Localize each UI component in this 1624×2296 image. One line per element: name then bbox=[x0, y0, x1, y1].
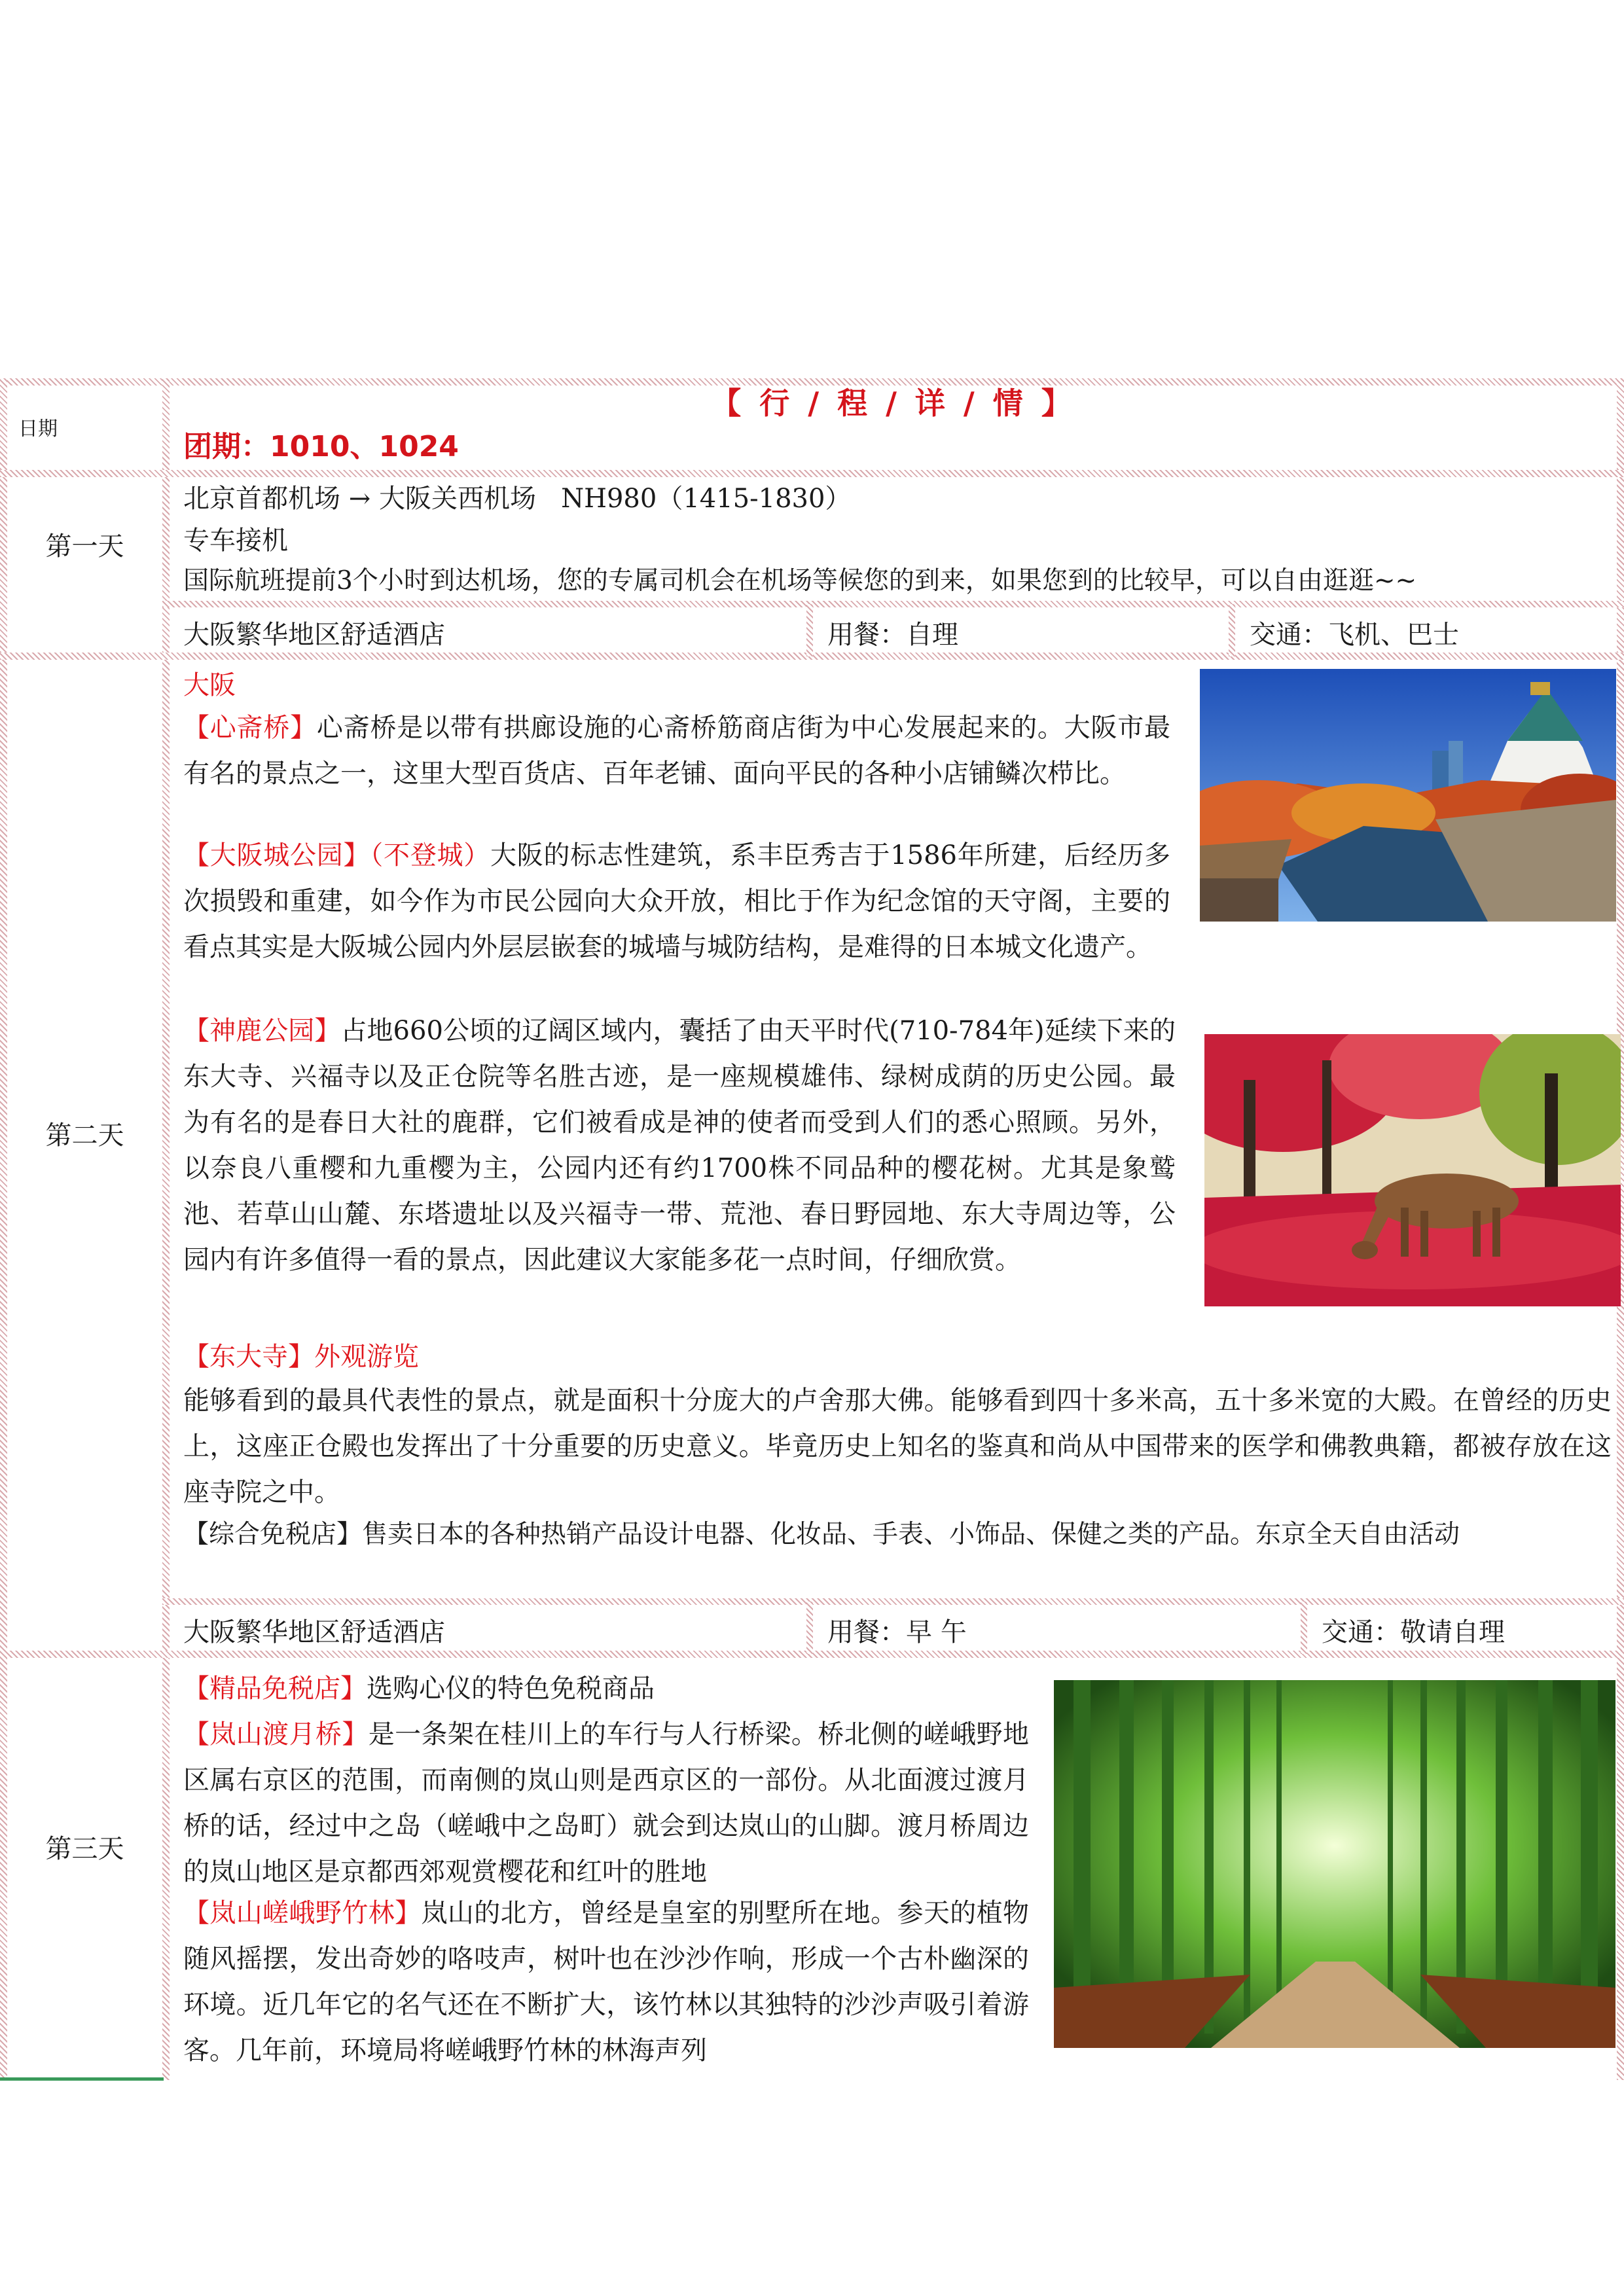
day1-flight-line: 北京首都机场 → 大阪关西机场 NH980（1415-1830） bbox=[183, 484, 852, 514]
date-column-divider bbox=[162, 378, 170, 2080]
row-divider-day2-info bbox=[162, 1598, 1624, 1605]
boutique-duty-free-name: 【精品免税店】 bbox=[183, 1674, 367, 1704]
day2-meal: 用餐：早 午 bbox=[827, 1617, 967, 1647]
day1-transport-divider bbox=[1229, 604, 1235, 656]
duty-free-text: 【综合免税店】售卖日本的各种热销产品设计电器、化妆品、手表、小饰品、保健之类的产品。东京全天自由活动 bbox=[183, 1520, 1460, 1549]
day1-label: 第一天 bbox=[45, 531, 124, 562]
day2-shinsaibashi bbox=[183, 705, 1170, 797]
day3-duty-free bbox=[183, 1666, 1034, 1712]
page-bottom-green-line bbox=[0, 2077, 164, 2081]
shinsaibashi-text: 心斋桥是以带有拱廊设施的心斋桥筋商店街为中心发展起来的。大阪市最有名的景点之一，这里大型百货店、百年老铺、面向平民的各种小店铺鳞次栉比。 bbox=[183, 713, 1171, 789]
todaiji-name: 【东大寺】外观游览 bbox=[183, 1342, 419, 1372]
day2-city: 大阪 bbox=[183, 670, 236, 700]
deer-park-text: 占地660公顷的辽阔区域内，囊括了由天平时代(710-784年)延续下来的东大寺、兴福寺以及正仓院等名胜古迹，是一座规模雄伟、绿树成荫的历史公园。最为有名的是春日大社的鹿群，它们被看成是神的使者而受到人们的悉心照顾。另外，以奈良八重樱和九重樱为主，公园内还有约1700株不同品种的樱花树。尤其是象鹫池、若草山山麓、东塔遗址以及兴福寺一带、荒池、春日野园地、东大寺周边等，公园内有许多值得一看的景点，因此建议大家能多花一点时间，仔细欣赏。 bbox=[183, 1016, 1176, 1275]
osaka-castle-text: 大阪的标志性建筑，系丰臣秀吉于1586年所建，后经历多次损毁和重建，如今作为市民公园向大众开放，相比于作为纪念馆的天守阁，主要的看点其实是大阪城公园内外层层嵌套的城墙与城防结构，是难得的日本城文化遗产。 bbox=[183, 840, 1170, 962]
bamboo-grove-photo bbox=[1054, 1680, 1615, 2048]
osaka-castle-photo bbox=[1200, 669, 1616, 922]
day2-hotel: 大阪繁华地区舒适酒店 bbox=[183, 1617, 445, 1647]
day2-meal-divider bbox=[806, 1602, 813, 1654]
deer-park-photo bbox=[1204, 1034, 1621, 1306]
day3-togetsukyo bbox=[183, 1712, 1029, 1895]
bamboo-grove-text: 岚山的北方，曾经是皇室的别墅所在地。参天的植物随风摇摆，发出奇妙的咯吱声，树叶也在沙沙作响，形成一个古朴幽深的环境。近几年它的名气还在不断扩大，该竹林以其独特的沙沙声吸引着游客。几年前，环境局将嵯峨野竹林的林海声列 bbox=[183, 1898, 1029, 2066]
day2-transport-divider bbox=[1301, 1602, 1307, 1654]
day1-meal: 用餐：自理 bbox=[827, 620, 958, 650]
day1-note: 国际航班提前3个小时到达机场，您的专属司机会在机场等候您的到来，如果您到的比较早，可以自由逛逛~~ bbox=[183, 566, 1417, 596]
day1-pickup: 专车接机 bbox=[183, 526, 288, 556]
togetsukyo-text: 是一条架在桂川上的车行与人行桥梁。桥北侧的嵯峨野地区属右京区的范围，而南侧的岚山则是西京区的一部份。从北面渡过渡月桥的话，经过中之岛（嵯峨中之岛町）就会到达岚山的山脚。渡月桥周边的岚山地区是京都西郊观赏樱花和红叶的胜地 bbox=[183, 1719, 1030, 1887]
day2-osaka-castle bbox=[183, 833, 1170, 970]
itinerary-title: 【 行 / 程 / 详 / 情 】 bbox=[711, 386, 1075, 421]
group-dates: 团期：1010、1024 bbox=[183, 430, 459, 463]
shinsaibashi-name: 【心斋桥】 bbox=[183, 713, 317, 743]
day3-bamboo-grove bbox=[183, 1890, 1029, 2080]
table-border-left bbox=[0, 378, 7, 2080]
day2-label: 第二天 bbox=[45, 1121, 124, 1151]
bamboo-grove-name: 【岚山嵯峨野竹林】 bbox=[183, 1898, 422, 1928]
day1-meal-divider bbox=[806, 604, 813, 656]
day2-deer-park bbox=[183, 1008, 1176, 1283]
boutique-duty-free-text: 选购心仪的特色免税商品 bbox=[367, 1674, 655, 1704]
deer-park-name: 【神鹿公园】 bbox=[183, 1016, 341, 1046]
day3-label: 第三天 bbox=[45, 1834, 124, 1864]
day2-transport: 交通：敬请自理 bbox=[1322, 1617, 1505, 1647]
day1-hotel: 大阪繁华地区舒适酒店 bbox=[183, 620, 445, 650]
day1-transport: 交通：飞机、巴士 bbox=[1250, 620, 1459, 650]
togetsukyo-name: 【岚山渡月桥】 bbox=[183, 1719, 369, 1749]
todaiji-text: 能够看到的最具代表性的景点，就是面积十分庞大的卢舍那大佛。能够看到四十多米高，五十多米宽的大殿。在曾经的历史上，这座正仓殿也发挥出了十分重要的历史意义。毕竟历史上知名的鉴真和尚从中国带来的医学和佛教典籍，都被存放在这座寺院之中。 bbox=[183, 1386, 1612, 1507]
date-column-header: 日期 bbox=[18, 418, 58, 440]
osaka-castle-name: 【大阪城公园】（不登城） bbox=[183, 840, 490, 870]
